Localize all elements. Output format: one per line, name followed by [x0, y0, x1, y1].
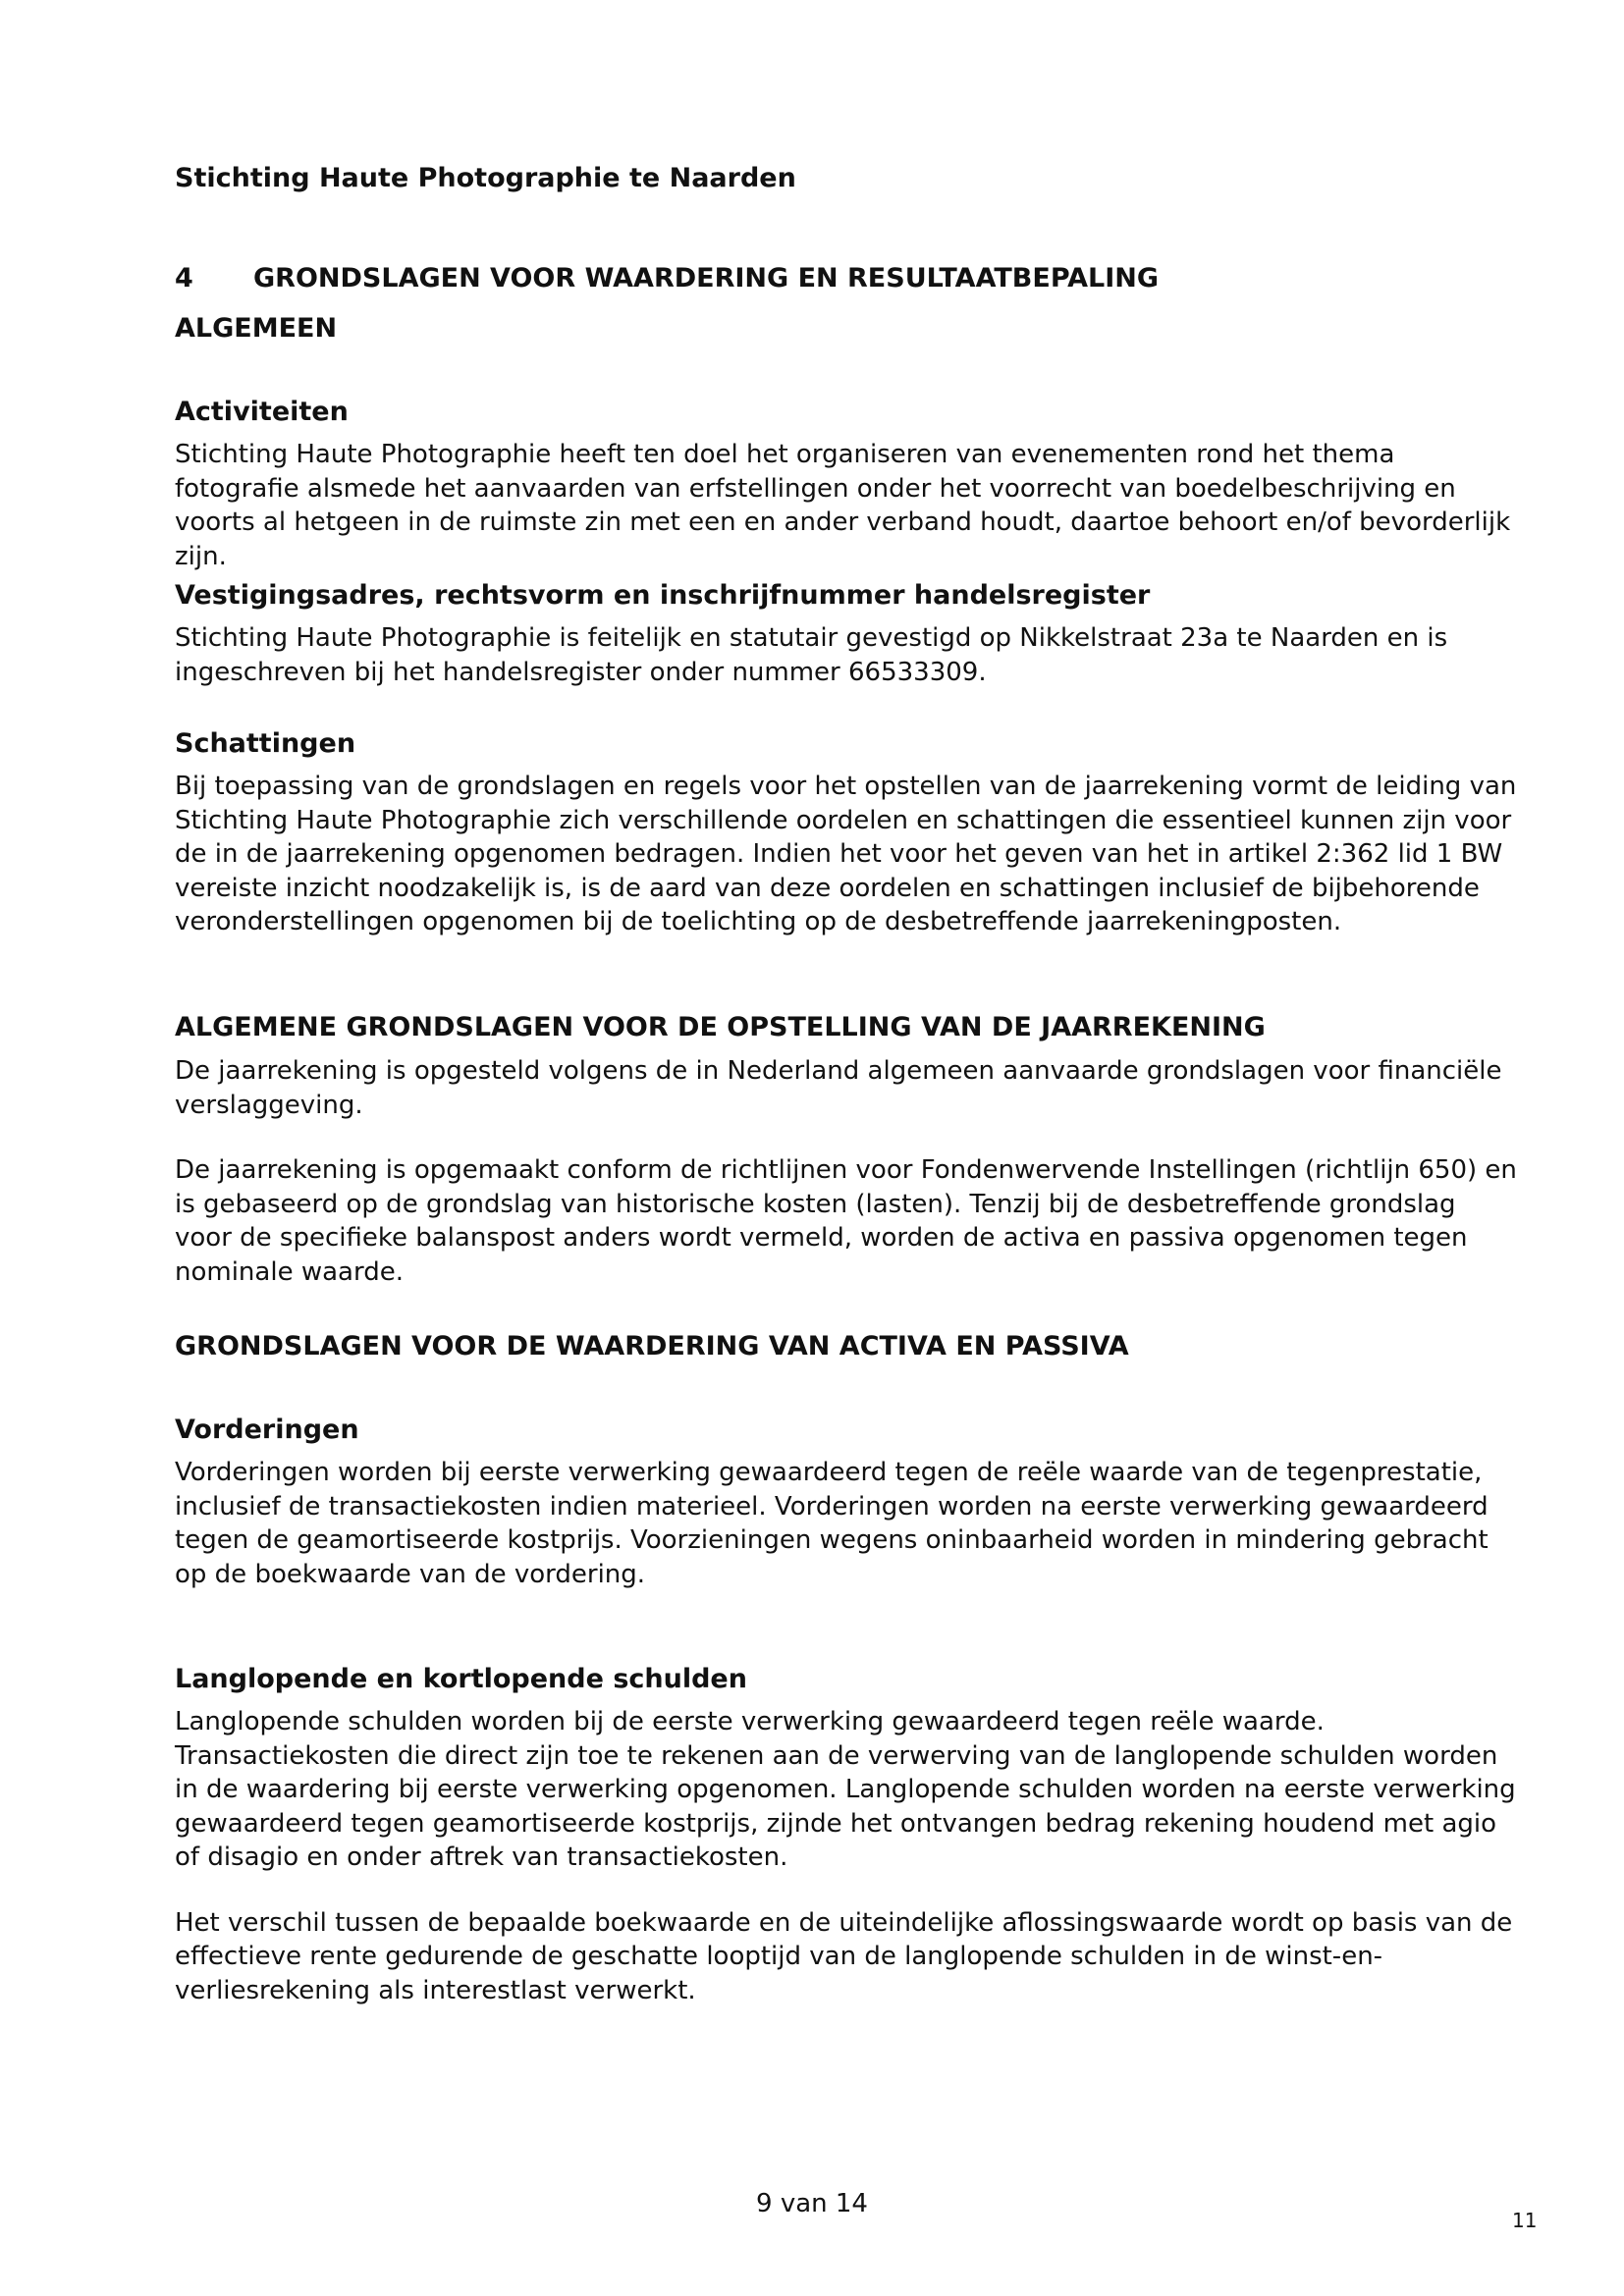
section-heading-algemeen: ALGEMEEN: [175, 313, 338, 344]
paragraph-activiteiten: Stichting Haute Photographie heeft ten doel het organiseren van evenementen rond het thema fotografie alsmede het aanvaarden van erfstellingen onder het voorrecht van boedelbeschrijving en voorts al hetgeen in de ruimste zin met een en ander verband houdt, daartoe behoort en/of bevorderlijk zijn.: [175, 440, 1511, 571]
subheading-vorderingen: Vorderingen: [175, 1415, 359, 1445]
page-indicator: 9 van 14: [756, 2189, 868, 2218]
paragraph-algemene-grondslagen-1: De jaarrekening is opgesteld volgens de in Nederland algemeen aanvaarde grondslagen voor financiële verslaggeving.: [175, 1056, 1502, 1120]
section-vorderingen: [175, 1414, 1520, 1591]
section-algemene-grondslagen: [175, 1011, 1520, 1289]
section-schattingen: [175, 727, 1520, 939]
chapter-number: 4: [175, 263, 193, 294]
organization-title: Stichting Haute Photographie te Naarden: [175, 163, 796, 193]
section-vestiging: [175, 579, 1520, 689]
chapter-heading: [175, 263, 1159, 294]
paragraph-schattingen: Bij toepassing van de grondslagen en regels voor het opstellen van de jaarrekening vormt de leiding van Stichting Haute Photographie zich verschillende oordelen en schattingen die essentieel kunnen zijn voor de in de jaarrekening opgenomen bedragen. Indien het voor het geven van het in artikel 2:362 lid 1 BW vereiste inzicht noodzakelijk is, is de aard van deze oordelen en schattingen inclusief de bijbehorende veronderstellingen opgenomen bij de toelichting op de desbetreffende jaarrekeningposten.: [175, 772, 1517, 936]
chapter-title: GRONDSLAGEN VOOR WAARDERING EN RESULTAATBEPALING: [253, 263, 1160, 294]
paragraph-schulden-1: Langlopende schulden worden bij de eerste verwerking gewaardeerd tegen reële waarde. Transactiekosten die direct zijn toe te rekenen aan de verwerving van de langlopende schulden worden in de waardering bij eerste verwerking opgenomen. Langlopende schulden worden na eerste verwerking gewaardeerd tegen geamortiseerde kostprijs, zijnde het ontvangen bedrag rekening houdend met agio of disagio en onder aftrek van transactiekosten.: [175, 1707, 1516, 1872]
section-schulden: [175, 1663, 1520, 2007]
section-heading-algemene-grondslagen: ALGEMENE GRONDSLAGEN VOOR DE OPSTELLING VAN DE JAARREKENING: [175, 1012, 1266, 1042]
paragraph-vestiging: Stichting Haute Photographie is feitelijk en statutair gevestigd op Nikkelstraat 23a te Naarden en is ingeschreven bij het handelsregister onder nummer 66533309.: [175, 623, 1448, 687]
paragraph-algemene-grondslagen-2: De jaarrekening is opgemaakt conform de richtlijnen voor Fondenwervende Instellingen (richtlijn 650) en is gebaseerd op de grondslag van historische kosten (lasten). Tenzij bij de desbetreffende grondslag voor de specifieke balanspost anders wordt vermeld, worden de activa en passiva opgenomen tegen nominale waarde.: [175, 1155, 1517, 1287]
paragraph-vorderingen: Vorderingen worden bij eerste verwerking gewaardeerd tegen de reële waarde van de tegenprestatie, inclusief de transactiekosten indien materieel. Vorderingen worden na eerste verwerking gewaardeerd tegen de geamortiseerde kostprijs. Voorzieningen wegens oninbaarheid worden in mindering gebracht op de boekwaarde van de vordering.: [175, 1458, 1489, 1589]
section-activiteiten: [175, 396, 1520, 573]
section-waardering: [175, 1330, 1520, 1363]
subheading-vestiging: Vestigingsadres, rechtsvorm en inschrijfnummer handelsregister: [175, 580, 1151, 611]
subheading-schulden: Langlopende en kortlopende schulden: [175, 1664, 747, 1694]
subheading-schattingen: Schattingen: [175, 728, 356, 759]
section-algemeen: [175, 312, 1520, 346]
paragraph-schulden-2: Het verschil tussen de bepaalde boekwaarde en de uiteindelijke aflossingswaarde wordt op basis van de effectieve rente gedurende de geschatte looptijd van de langlopende schulden in de winst-en-verliesrekening als interestlast verwerkt.: [175, 1907, 1513, 2005]
section-heading-waardering: GRONDSLAGEN VOOR DE WAARDERING VAN ACTIVA EN PASSIVA: [175, 1331, 1129, 1362]
subheading-activiteiten: Activiteiten: [175, 397, 349, 427]
page-number: 11: [1512, 2209, 1538, 2232]
